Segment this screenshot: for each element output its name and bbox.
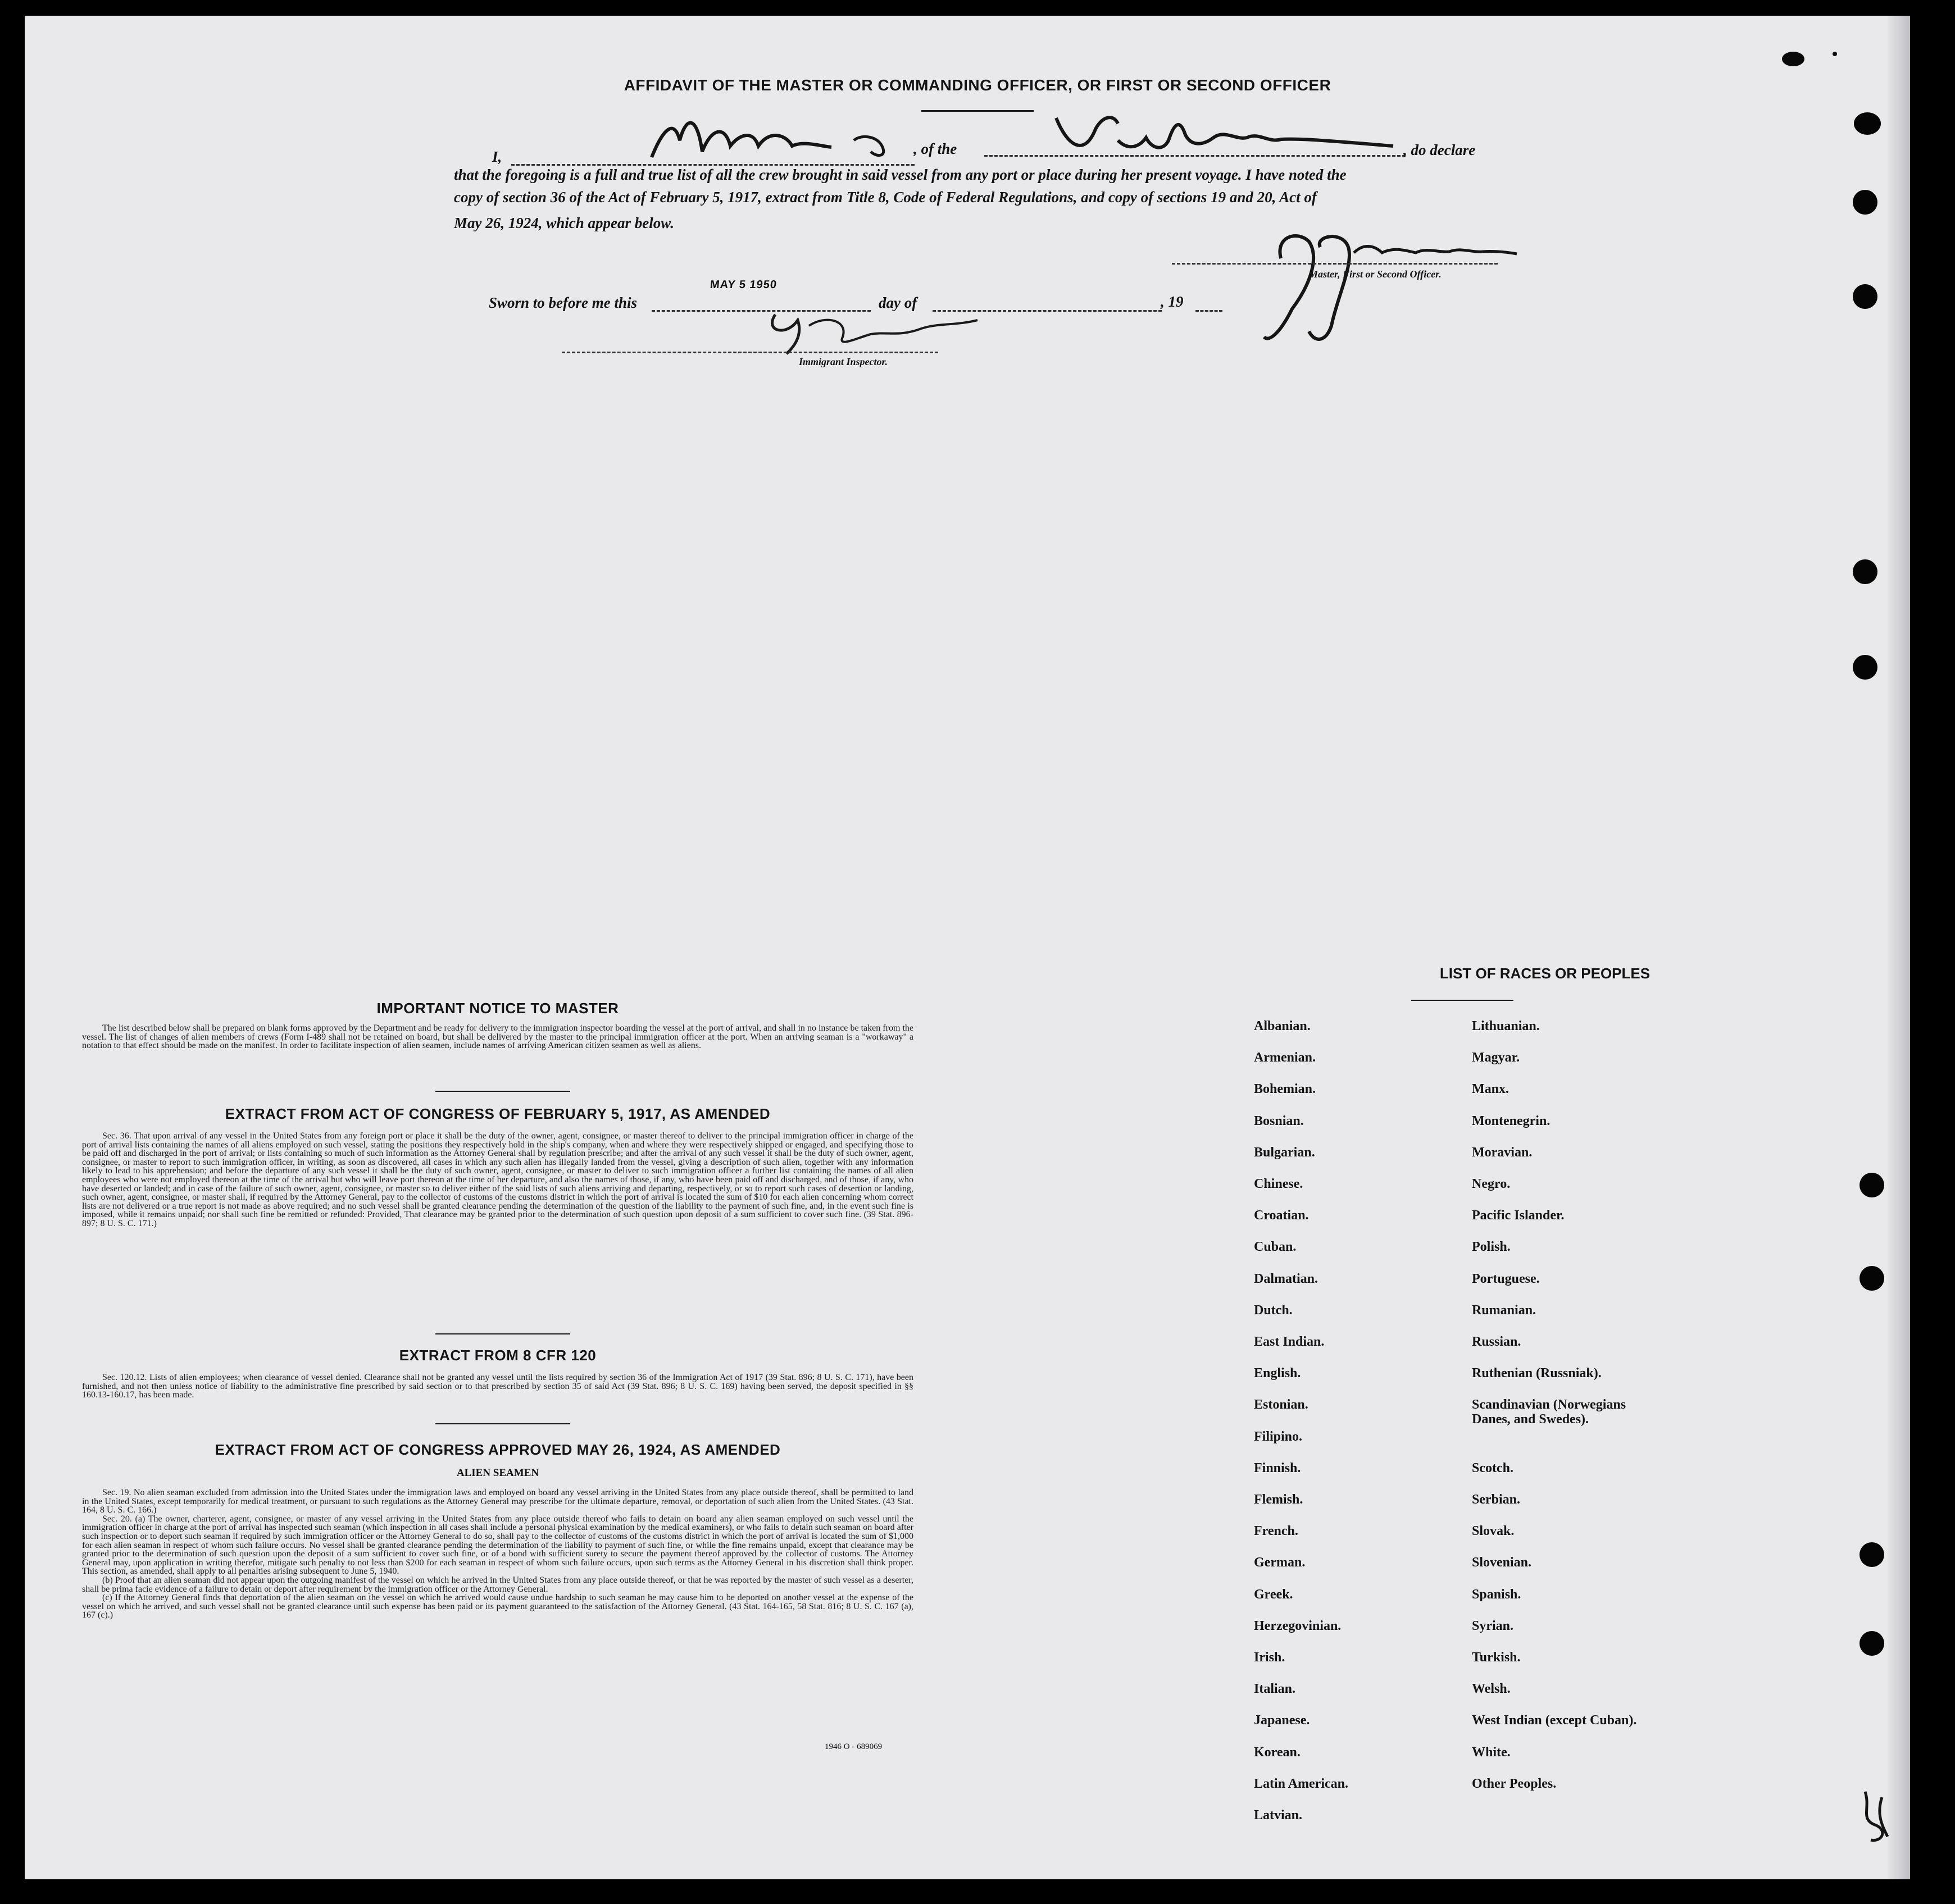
section-rule [435, 1091, 570, 1092]
race-item: Armenian. [1254, 1050, 1316, 1065]
declare-text: , do declare [1403, 142, 1476, 158]
extract-1924-title: EXTRACT FROM ACT OF CONGRESS APPROVED MAY 26, 1924, AS AMENDED [215, 1441, 781, 1458]
punch-hole [1854, 112, 1881, 135]
race-item: Estonian. [1254, 1397, 1308, 1413]
race-item: Chinese. [1254, 1177, 1303, 1191]
race-item: Portuguese. [1472, 1271, 1540, 1286]
master-signature [1247, 225, 1528, 348]
race-item: French. [1254, 1524, 1298, 1539]
ink-spot [1833, 52, 1837, 56]
notice-text: The list described below shall be prepared on blank forms approved by the Department and be ready for delivery to the immigration inspector boarding the vessel at the port of arrival, and shall in no instance be taken from the vessel. The list of changes of alien members of crews (Form I-489 shall not be retained on board, but shall be delivered by the master to the principal immigration officer at the port. When an arriving seaman is a "workaway" a notation to that effect should be made on the manifest. In order to facilitate inspection of alien seamen, include names of arriving American citizen seamen as well as aliens. [82, 1023, 913, 1051]
vessel-name-signature [1045, 107, 1416, 163]
affidavit-body-line: copy of section 36 of the Act of February 5, 1917, extract from Title 8, Code of Federal Regulations, and copy of sections 19 and 20, Act of [454, 189, 1317, 206]
sworn-text: Sworn to before me this [489, 294, 638, 311]
section-rule [435, 1333, 570, 1334]
race-item: Welsh. [1472, 1682, 1511, 1697]
race-item: Greek. [1254, 1587, 1293, 1602]
race-item: Flemish. [1254, 1492, 1303, 1507]
race-item: West Indian (except Cuban). [1472, 1713, 1637, 1728]
punch-hole [1853, 284, 1877, 309]
race-item: English. [1254, 1366, 1301, 1381]
race-item: Slovak. [1472, 1524, 1515, 1539]
title-rule [921, 110, 1034, 112]
race-item: Rumanian. [1472, 1302, 1536, 1318]
race-item: Moravian. [1472, 1145, 1533, 1160]
race-item: Japanese. [1254, 1713, 1310, 1728]
race-item: Montenegrin. [1472, 1113, 1551, 1128]
punch-hole [1853, 190, 1877, 215]
race-item: Russian. [1472, 1334, 1521, 1349]
race-item: Bosnian. [1254, 1113, 1304, 1128]
page-edge [1888, 16, 1910, 1879]
race-item: Korean. [1254, 1744, 1301, 1760]
race-item: Serbian. [1472, 1492, 1521, 1507]
races-rule [1411, 1000, 1513, 1001]
master-caption: Master, First or Second Officer. [1309, 268, 1442, 280]
extract-cfr-text: Sec. 120.12. Lists of alien employees; when clearance of vessel denied. Clearance shall not be granted any vessel until the lists required by section 36 of the Immigration Act of 1917 (39 Stat. 896; 8 U. S. C. 171), have been furnished, and not then unless notice of liability to the administrative fine prescribed by said section or to that prescribed by section 35 of said Act (39 Stat. 896; 8 U. S. C. 169) having been served, the deposit specified in §§ 160.13-160.17, has been made. [82, 1373, 913, 1400]
notice-title: IMPORTANT NOTICE TO MASTER [376, 1000, 619, 1017]
punch-hole [1853, 655, 1877, 680]
race-item: Dutch. [1254, 1302, 1293, 1318]
race-item: Scotch. [1472, 1460, 1513, 1475]
section-rule [435, 1423, 570, 1424]
punch-hole [1859, 1266, 1884, 1291]
punch-hole [1853, 559, 1877, 584]
year-text: , 19 [1161, 293, 1184, 310]
race-item: Spanish. [1472, 1587, 1521, 1602]
races-title: LIST OF RACES OR PEOPLES [1439, 965, 1651, 982]
affidavit-body-line: May 26, 1924, which appear below. [454, 215, 675, 231]
extract-1924-text: Sec. 19. No alien seaman excluded from admission into the United States under the immigration laws and employed on board any vessel arriving in the United States from any place outside thereof, shall be permitted to land in the United States, except temporarily for medical treatment, or pursuant to such regulations as the Attorney General may prescribe for the ultimate departure, removal, or deportation of such alien from the United States. (43 Stat. 164, 8 U. S. C. 166.) Sec. 20. (a) The owner, charterer, agent, consignee, or master of any vessel arriving in the United States from any place outside thereof who fails to detain on board any alien seaman employed on such vessel until the immigration officer in charge at the port of arrival has inspected such seaman (which inspection in all cases shall include a personal physical examination by the medical examiners), or who fails to detain such seaman on board after such inspection or to deport such seaman if required by such immigration officer or the Attorney General to do so, shall pay to the collector of customs of the customs district in which the port of arrival is located the sum of $1,000 for each alien seaman in respect of whom such failure occurs. No vessel shall be granted clearance pending the determination of the liability to payment of such fine, or while the fine remains unpaid, except that clearance may be granted prior to the determination of such question upon the deposit of a sum sufficient to cover such fine, or of a bond with sufficient surety to secure the payment thereof approved by the collector of customs. The Attorney General may, upon application in writing therefor, mitigate such penalty to not less than $200 for each seaman in respect of whom such failure occurs, upon such terms as the Attorney General in his discretion shall think proper. This section, as amended, shall apply to all penalties arising subsequent to June 5, 1940. (b) Proof that an alien seaman did not appear upon the outgoing manifest of the vessel on which he arrived in the United States from any place outside thereof, or that he was reported by the master of such vessel as a deserter, shall be prima facie evidence of a failure to detain or deport after requirement by the immigration officer or the Attorney General. (c) If the Attorney General finds that deportation of the alien seaman on the vessel on which he arrived would cause undue hardship to such seaman he may cause him to be deported on another vessel at the expense of the vessel on which he arrived, and such vessel shall not be granted clearance until such expense has been paid or its payment guaranteed to the satisfaction of the Attorney General. (43 Stat. 164-165, 58 Stat. 816; 8 U. S. C. 167 (a), 167 (c).) [82, 1488, 913, 1620]
race-item: Scandinavian (Norwegians Danes, and Swedes). [1472, 1397, 1626, 1427]
race-item: Finnish. [1254, 1460, 1301, 1475]
race-item: Latvian. [1254, 1808, 1303, 1823]
race-item: Dalmatian. [1254, 1271, 1318, 1286]
declarant-prefix: I, [492, 148, 502, 165]
race-item: Cuban. [1254, 1240, 1297, 1255]
race-item: Magyar. [1472, 1050, 1520, 1065]
print-code: 1946 O - 689069 [825, 1742, 883, 1751]
ink-spot [1782, 52, 1804, 66]
extract-1917-title: EXTRACT FROM ACT OF CONGRESS OF FEBRUARY 5, 1917, AS AMENDED [225, 1105, 771, 1122]
race-item: Filipino. [1254, 1429, 1303, 1444]
affidavit-body-line: that the foregoing is a full and true list of all the crew brought in said vessel from any port or place during her present voyage. I have noted the [454, 166, 1347, 183]
race-item: Negro. [1472, 1177, 1511, 1191]
race-item: Latin American. [1254, 1776, 1348, 1791]
punch-hole [1859, 1173, 1884, 1197]
race-item: Herzegovinian. [1254, 1618, 1342, 1633]
of-the-text: , of the [913, 140, 957, 157]
extract-cfr-title: EXTRACT FROM 8 CFR 120 [399, 1347, 597, 1364]
race-item: Albanian. [1254, 1019, 1311, 1033]
race-item: Bohemian. [1254, 1082, 1316, 1097]
race-item: Pacific Islander. [1472, 1208, 1565, 1223]
punch-hole [1859, 1542, 1884, 1567]
punch-hole [1859, 1631, 1884, 1656]
date-stamp: MAY 5 1950 [709, 279, 778, 291]
race-item: German. [1254, 1555, 1306, 1570]
race-item: Slovenian. [1472, 1555, 1532, 1570]
race-item: Syrian. [1472, 1618, 1514, 1633]
race-item: Bulgarian. [1254, 1145, 1315, 1160]
extract-1917-text: Sec. 36. That upon arrival of any vessel in the United States from any foreign port or place it shall be the duty of the owner, agent, consignee, or master thereof to deliver to the principal immigration officer in charge of the port of arrival lists containing the names of all aliens employed on such vessel, stating the positions they respectively hold in the ship's company, when and where they were respectively shipped or engaged, and specifying those to be paid off and discharged in the port of arrival; or lists containing so much of such information as the Attorney General shall by regulation prescribe; and after the arrival of any such vessel it shall be the duty of such owner, agent, consignee, or master to report to such immigration officer, in writing, as soon as discovered, all cases in which any such alien has illegally landed from the vessel, giving a description of such alien, together with any information likely to lead to his apprehension; and before the departure of any such vessel it shall be the duty of such owner, agent, consignee, or master to deliver to such immigration officer a further list containing the names of all alien employees who were not employed thereon at the time of the arrival but who will leave port thereon at the time of her departure, and also the names of those, if any, who have been paid off and discharged, and of those, if any, who have deserted or landed; and in case of the failure of such owner, agent, consignee, or master so to deliver either of the said lists of such aliens arriving and departing, respectively, or so to report such cases of desertion or landing, such owner, agent, consignee, or master shall, if required by the Attorney General, pay to the collector of customs of the customs district in which the port of arrival is located the sum of $10 for each alien concerning whom correct lists are not delivered or a true report is not made as above required; and no such vessel shall be granted clearance pending the determination of the question of the liability to the payment of such fine, and, in the event such fine is imposed, while it remains unpaid; nor shall such fine be remitted or refunded: Provided, That clearance may be granted prior to the determination of such question upon deposit of a sum sufficient to cover such fine. (39 Stat. 896-897; 8 U. S. C. 171.) [82, 1131, 913, 1228]
race-item: White. [1472, 1744, 1511, 1760]
day-of-text: day of [879, 294, 917, 311]
race-item: East Indian. [1254, 1334, 1325, 1349]
race-item: Croatian. [1254, 1208, 1309, 1223]
race-item: Turkish. [1472, 1650, 1521, 1665]
affidavit-title: AFFIDAVIT OF THE MASTER OR COMMANDING OFFICER, OR FIRST OR SECOND OFFICER [624, 76, 1331, 94]
alien-seamen-subtitle: ALIEN SEAMEN [456, 1467, 539, 1479]
year-line [1195, 310, 1222, 312]
race-item: Polish. [1472, 1240, 1511, 1255]
race-item: Lithuanian. [1472, 1019, 1540, 1033]
inspector-signature [753, 303, 1000, 359]
inspector-caption: Immigrant Inspector. [799, 356, 888, 367]
race-item: Italian. [1254, 1682, 1296, 1697]
inspector-signature-line [562, 352, 938, 353]
page-number-mark [1848, 1786, 1899, 1848]
race-item: Other Peoples. [1472, 1776, 1557, 1791]
race-item: Ruthenian (Russniak). [1472, 1366, 1602, 1381]
race-item: Manx. [1472, 1082, 1509, 1097]
master-signature-line [1172, 263, 1498, 265]
declarant-signature [618, 107, 933, 168]
race-item: Irish. [1254, 1650, 1285, 1665]
